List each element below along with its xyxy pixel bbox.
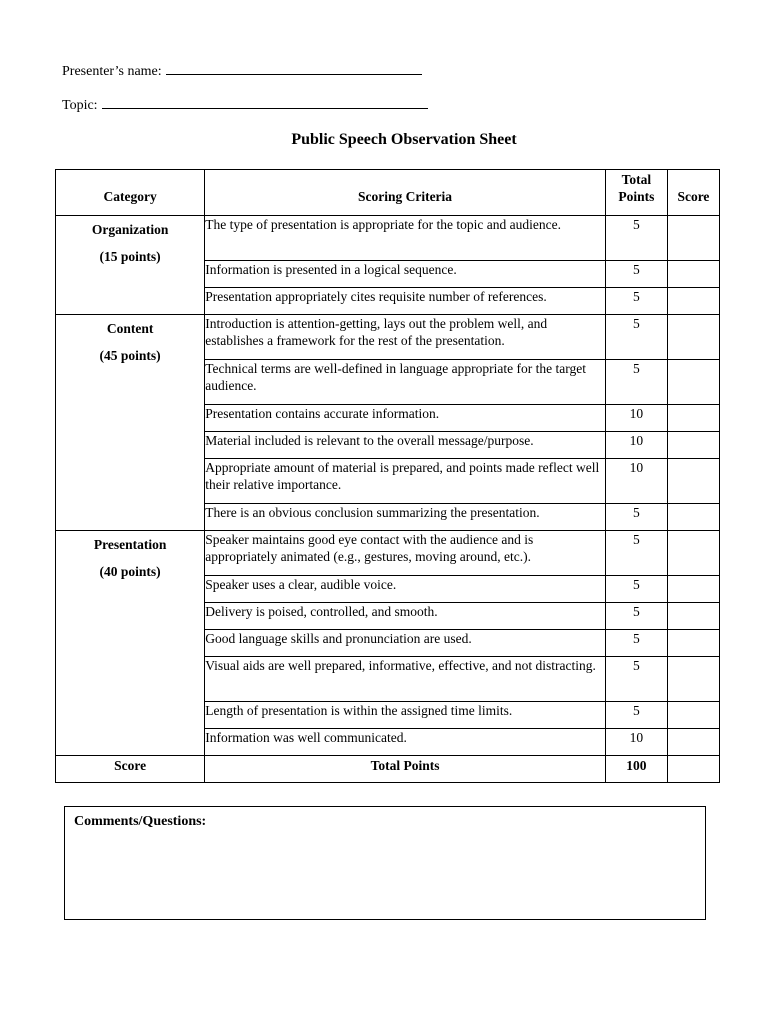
- footer-score-label: Score: [56, 756, 205, 783]
- criterion-points: 10: [605, 405, 667, 432]
- table-row: [56, 531, 720, 576]
- score-cell[interactable]: [667, 576, 719, 603]
- category-name: Presentation: [93, 537, 167, 552]
- criterion: Presentation appropriately cites requisite number of references.: [205, 288, 606, 315]
- score-cell[interactable]: [667, 504, 719, 531]
- footer-total-label: Total Points: [205, 756, 606, 783]
- category-points: (45 points): [99, 348, 161, 363]
- comments-label: Comments/Questions:: [74, 814, 207, 829]
- criterion-points: 5: [605, 288, 667, 315]
- score-cell[interactable]: [667, 702, 719, 729]
- category-content: [56, 315, 205, 531]
- category-name: Organization: [91, 222, 169, 237]
- score-cell[interactable]: [667, 216, 719, 261]
- header-total-points: Total Points: [605, 170, 667, 216]
- table-row: [56, 216, 720, 261]
- category-presentation: [56, 531, 205, 756]
- criterion: Introduction is attention-getting, lays out the problem well, and establishes a framework for the rest of the presentation.: [205, 315, 606, 360]
- criterion-points: 10: [605, 729, 667, 756]
- header-row: [56, 170, 720, 216]
- criterion: Length of presentation is within the assigned time limits.: [205, 702, 606, 729]
- score-cell[interactable]: [667, 657, 719, 702]
- table-row: [56, 315, 720, 360]
- presenter-name-label: Presenter’s name:: [62, 64, 162, 79]
- criterion-points: 5: [605, 576, 667, 603]
- category-points: (40 points): [99, 564, 161, 579]
- score-cell[interactable]: [667, 630, 719, 657]
- total-row: [56, 756, 720, 783]
- criterion: Speaker maintains good eye contact with the audience and is appropriately animated (e.g., gestures, moving around, etc.).: [205, 531, 606, 576]
- criterion: Delivery is poised, controlled, and smooth.: [205, 603, 606, 630]
- criterion: Speaker uses a clear, audible voice.: [205, 576, 606, 603]
- topic-label: Topic:: [62, 98, 98, 113]
- score-cell[interactable]: [667, 288, 719, 315]
- category-name: Content: [106, 321, 154, 336]
- presenter-name-field: [62, 60, 422, 80]
- criterion: Information was well communicated.: [205, 729, 606, 756]
- criterion: Information is presented in a logical sequence.: [205, 261, 606, 288]
- score-cell[interactable]: [667, 531, 719, 576]
- criterion-points: 10: [605, 432, 667, 459]
- criterion: There is an obvious conclusion summarizing the presentation.: [205, 504, 606, 531]
- score-cell[interactable]: [667, 603, 719, 630]
- criterion: Good language skills and pronunciation are used.: [205, 630, 606, 657]
- criterion: Technical terms are well-defined in language appropriate for the target audience.: [205, 360, 606, 405]
- criterion: Material included is relevant to the overall message/purpose.: [205, 432, 606, 459]
- criterion: The type of presentation is appropriate for the topic and audience.: [205, 216, 606, 261]
- criterion-points: 5: [605, 603, 667, 630]
- presenter-name-blank[interactable]: [166, 60, 422, 75]
- score-cell[interactable]: [667, 459, 719, 504]
- criterion-points: 5: [605, 630, 667, 657]
- criterion: Visual aids are well prepared, informative, effective, and not distracting.: [205, 657, 606, 702]
- footer-total-value: 100: [605, 756, 667, 783]
- score-cell[interactable]: [667, 432, 719, 459]
- score-cell[interactable]: [667, 405, 719, 432]
- topic-field: [62, 94, 428, 114]
- total-score-cell[interactable]: [667, 756, 719, 783]
- criterion: Appropriate amount of material is prepared, and points made reflect well their relative importance.: [205, 459, 606, 504]
- category-organization: [56, 216, 205, 315]
- criterion-points: 5: [605, 216, 667, 261]
- criterion-points: 5: [605, 261, 667, 288]
- criterion-points: 5: [605, 531, 667, 576]
- header-criteria: Scoring Criteria: [205, 170, 606, 216]
- header-category: Category: [56, 170, 205, 216]
- comments-box[interactable]: [64, 806, 706, 920]
- criterion-points: 5: [605, 657, 667, 702]
- page-title: Public Speech Observation Sheet: [291, 131, 517, 148]
- score-cell[interactable]: [667, 360, 719, 405]
- criterion-points: 5: [605, 360, 667, 405]
- criterion-points: 5: [605, 504, 667, 531]
- rubric-table: [55, 169, 720, 783]
- header-score: Score: [667, 170, 719, 216]
- score-cell[interactable]: [667, 729, 719, 756]
- criterion: Presentation contains accurate information.: [205, 405, 606, 432]
- criterion-points: 5: [605, 702, 667, 729]
- topic-blank[interactable]: [102, 94, 428, 109]
- score-cell[interactable]: [667, 315, 719, 360]
- criterion-points: 10: [605, 459, 667, 504]
- score-cell[interactable]: [667, 261, 719, 288]
- category-points: (15 points): [99, 249, 161, 264]
- criterion-points: 5: [605, 315, 667, 360]
